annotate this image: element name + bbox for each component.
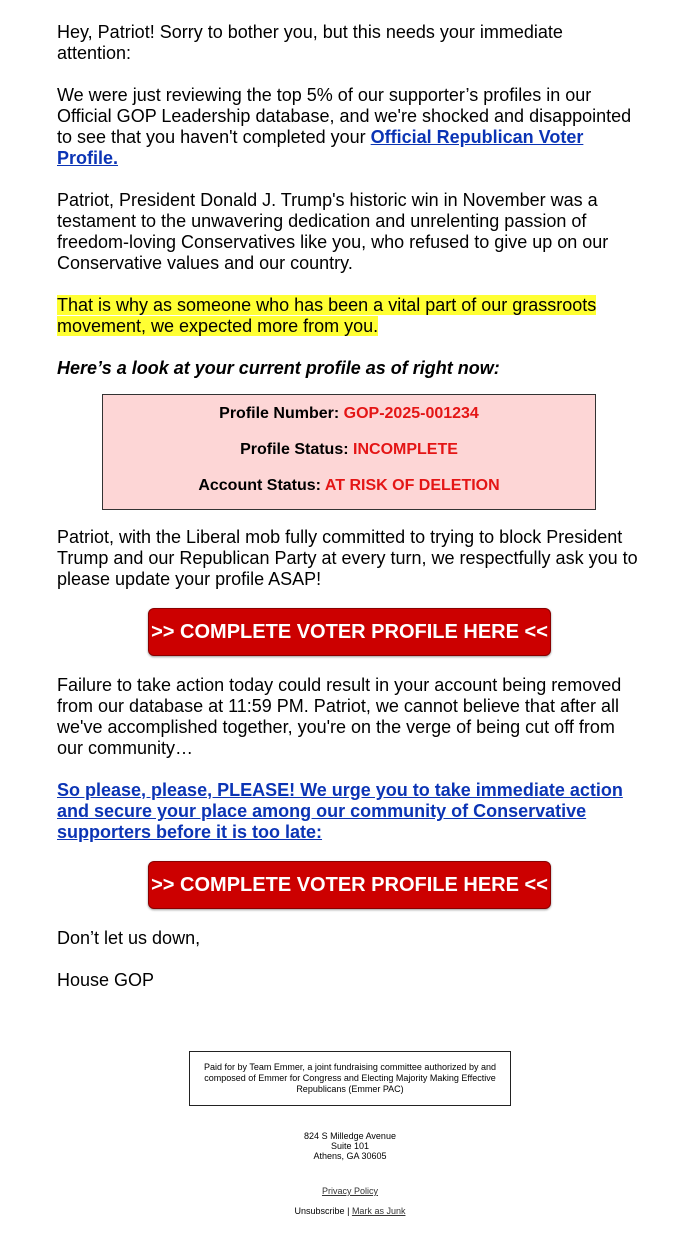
highlight-paragraph — [57, 295, 641, 337]
address-line-3: Athens, GA 30605 — [313, 1151, 387, 1161]
profile-status-box — [102, 394, 596, 510]
profile-number-value: GOP-2025-001234 — [343, 405, 479, 422]
profile-intro: Here’s a look at your current profile as of right now: — [57, 358, 500, 378]
profile-status-value: INCOMPLETE — [353, 441, 458, 458]
signature-text: House GOP — [57, 970, 155, 990]
please-link[interactable]: So please, please, PLEASE! We urge you to take immediate action and secure your place among our community of Conservative supporters before it is too late: — [57, 780, 623, 842]
closing-text: Don’t let us down, — [57, 928, 201, 948]
complete-profile-button-2[interactable]: >> COMPLETE VOTER PROFILE HERE << — [148, 861, 551, 909]
address-line-2: Suite 101 — [330, 1141, 370, 1151]
please-paragraph — [57, 780, 641, 843]
greeting-paragraph: Hey, Patriot! Sorry to bother you, but this needs your immediate attention: — [57, 22, 563, 63]
profile-number-label: Profile Number: — [219, 405, 340, 422]
mark-as-junk-link[interactable]: Mark as Junk — [351, 1206, 406, 1216]
privacy-row — [0, 1186, 700, 1196]
account-status-value: AT RISK OF DELETION — [324, 477, 500, 494]
review-text: We were just reviewing the top 5% of our supporter’s profiles in our Official GOP Leadership database, and we're shocked and disappointed to see that you haven't completed your — [57, 85, 632, 147]
profile-status-label: Profile Status: — [240, 441, 349, 458]
voter-profile-link[interactable]: Official Republican Voter Profile. — [57, 127, 584, 168]
mailing-address — [0, 1131, 700, 1161]
profile-number-row — [103, 405, 595, 423]
complete-profile-button[interactable]: >> COMPLETE VOTER PROFILE HERE << — [148, 608, 551, 656]
liberal-paragraph: Patriot, with the Liberal mob fully committed to trying to block President Trump and our Republican Party at every turn, we respectfully ask you to please update your profile ASAP! — [57, 527, 638, 589]
privacy-policy-link[interactable]: Privacy Policy — [321, 1186, 378, 1196]
failure-paragraph: Failure to take action today could result in your account being removed from our database at 11:59 PM. Patriot, we cannot believe that after all we've accomplished together, you're on the verge of being cut off from our community… — [57, 675, 622, 758]
footer-separator: | — [347, 1206, 350, 1216]
account-status-row — [103, 477, 595, 495]
unsubscribe-row — [0, 1206, 700, 1216]
review-paragraph — [57, 85, 641, 169]
highlighted-text: That is why as someone who has been a vital part of our grassroots movement, we expected more from you. — [57, 295, 597, 336]
profile-status-row — [103, 441, 595, 459]
account-status-label: Account Status: — [198, 477, 321, 494]
unsubscribe-text[interactable]: Unsubscribe — [294, 1206, 345, 1216]
trump-paragraph: Patriot, President Donald J. Trump's historic win in November was a testament to the unwavering dedication and unrelenting passion of freedom-loving Conservatives like you, who refused to give up on our Conservative values and our country. — [57, 190, 609, 273]
paid-for-disclaimer: Paid for by Team Emmer, a joint fundraising committee authorized by and composed of Emmer for Congress and Electing Majority Making Effective Republicans (Emmer PAC) — [189, 1051, 511, 1106]
address-line-1: 824 S Milledge Avenue — [304, 1131, 396, 1141]
